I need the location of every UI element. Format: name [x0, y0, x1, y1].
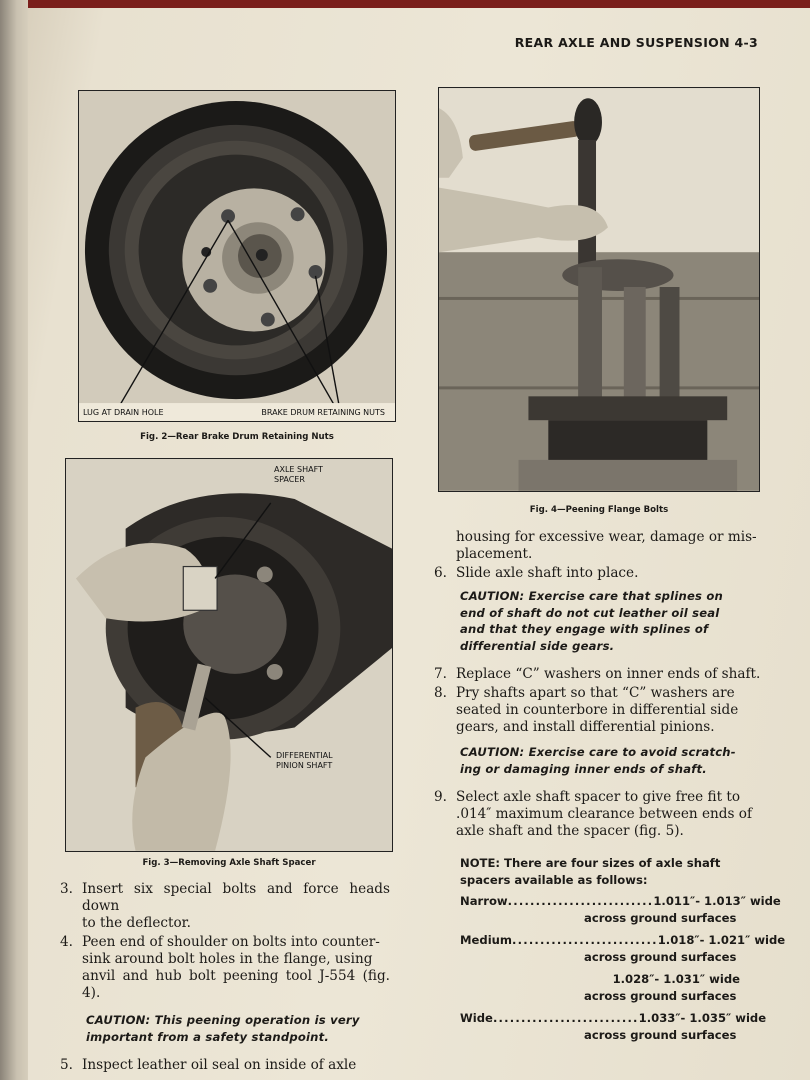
step-number: 8. [434, 685, 447, 701]
step-7: 7. Replace “C” washers on inner ends of shaft. [434, 666, 761, 682]
right-column-text [434, 529, 766, 842]
step-9: 9. Select axle shaft spacer to give free fit to .014″ maximum clearance between ends of axle shaft and the spacer (fig. 5). [434, 789, 753, 839]
caution-splines: CAUTION: Exercise care that splines on end of shaft do not cut leather oil seal and that they engage with splines of differential side gears. [460, 589, 723, 653]
step-8: 8. Pry shafts apart so that “C” washers are seated in counterbore in differential side gears, and install differential pinions. [434, 685, 739, 735]
left-column-text [60, 881, 390, 1076]
spec-row-unlabeled: 1.028″- 1.031″ wide [612, 972, 740, 986]
page-header: REAR AXLE AND SUSPENSION 4-3 [514, 35, 758, 50]
step-number: 5. [60, 1057, 73, 1073]
caution-peening: CAUTION: This peening operation is very important from a safety standpoint. [86, 1013, 360, 1044]
caution-scratching: CAUTION: Exercise care to avoid scratch- ing or damaging inner ends of shaft. [460, 745, 736, 776]
step-5: 5. Inspect leather oil seal on inside of axle [60, 1057, 357, 1073]
step-4: 4. Peen end of shoulder on bolts into counter- sink around bolt holes in the flange, using anvil and hub bolt peening tool J-554 (fig. 4). [60, 934, 390, 1001]
step-number: 6. [434, 565, 447, 581]
step-number: 3. [60, 881, 73, 897]
step-6: 6. Slide axle shaft into place. [434, 565, 639, 581]
label-axle-shaft-spacer: AXLE SHAFT SPACER [274, 465, 323, 484]
figure-4-caption: Fig. 4—Peening Flange Bolts [529, 505, 669, 515]
label-brake-drum-retaining-nuts: BRAKE DRUM RETAINING NUTS [261, 408, 385, 417]
label-differential-pinion-shaft: DIFFERENTIAL PINION SHAFT [276, 751, 333, 770]
figure-4-peening-flange-bolts [438, 87, 760, 492]
peening-tool-photo [439, 88, 759, 491]
label-lug-at-drain-hole: LUG AT DRAIN HOLE [83, 408, 164, 417]
figure-3-axle-shaft-spacer [65, 458, 393, 852]
step-3: 3. Insert six special bolts and force heads down to the deflector. [60, 881, 390, 931]
spec-row-wide: Wide .......................... 1.033″- 1.035″ wide [460, 1011, 767, 1025]
figure-2-brake-drum [78, 90, 396, 422]
spec-row-narrow: Narrow .......................... 1.011″- 1.013″ wide [460, 894, 781, 908]
differential-photo [66, 459, 392, 851]
spacer-sizes-note: NOTE: There are four sizes of axle shaft spacers available as follows: Narrow .......................... 1.011″- 1.013″ wide across ground surfaces Medium .......................... 1.018″- 1.021″ wide across ground surfaces 1.028″- 1.031″ wide across ground surfaces Wide .......................... 1.033″- 1.035″ wide across ground surfaces [460, 856, 786, 1042]
spec-row-medium: Medium .......................... 1.018″- 1.021″ wide [460, 933, 786, 947]
step-number: 7. [434, 666, 447, 682]
figure-3-caption: Fig. 3—Removing Axle Shaft Spacer [142, 858, 316, 868]
top-edge-band [28, 0, 810, 8]
binding-edge [0, 0, 28, 1080]
figure-2-caption: Fig. 2—Rear Brake Drum Retaining Nuts [140, 432, 334, 442]
brake-drum-photo [79, 91, 395, 421]
step-number: 4. [60, 934, 73, 950]
step-number: 9. [434, 789, 447, 805]
step-5-continued: housing for excessive wear, damage or mis- placement. [456, 529, 757, 562]
